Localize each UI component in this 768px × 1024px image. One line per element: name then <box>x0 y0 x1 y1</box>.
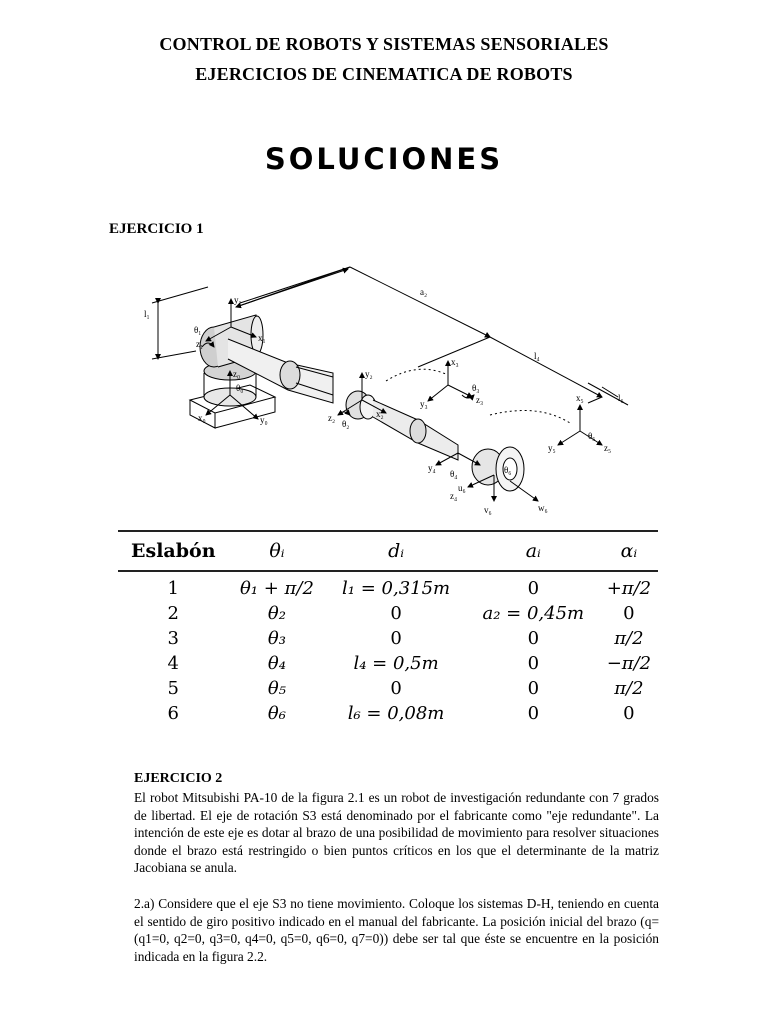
label-y5: y₅ <box>548 443 556 453</box>
table-row <box>118 651 658 676</box>
label-x3: x₃ <box>451 357 459 367</box>
cell-theta: θ₂ <box>267 603 286 624</box>
cell-alpha: +π/2 <box>606 578 652 599</box>
cell-link: 1 <box>167 578 179 599</box>
label-x5: x₅ <box>576 393 584 403</box>
cell-a: 0 <box>527 578 540 599</box>
header-d: dᵢ <box>325 531 466 571</box>
label-th5: θ₅ <box>588 431 596 441</box>
label-th3: θ₃ <box>472 383 480 393</box>
label-th2: θ₂ <box>342 419 350 429</box>
cell-link: 4 <box>167 653 179 674</box>
label-z5: z₅ <box>604 443 612 453</box>
label-y4: y₄ <box>428 463 436 473</box>
label-th4: θ₄ <box>450 469 458 479</box>
label-z4: z₄ <box>450 491 458 501</box>
exercise2-heading: EJERCICIO 2 <box>134 771 223 786</box>
cell-d: 0 <box>390 603 402 624</box>
label-th1: θ₁ <box>194 325 202 335</box>
label-x0: x₀ <box>198 413 206 423</box>
label-v6: v₆ <box>484 505 492 515</box>
cell-d: 0 <box>390 628 402 649</box>
table-row <box>118 701 658 726</box>
label-z3: z₃ <box>476 395 484 405</box>
cell-a: 0 <box>527 628 540 649</box>
label-z1: z₁ <box>196 339 204 349</box>
cell-d: l₁ = 0,315m <box>342 578 451 599</box>
cell-theta: θ₅ <box>267 678 286 699</box>
label-x1: x₁ <box>258 333 266 343</box>
table-row <box>118 626 658 651</box>
cell-d: l₄ = 0,5m <box>353 653 439 674</box>
label-y2: y₂ <box>365 369 373 379</box>
cell-theta: θ₃ <box>267 628 286 649</box>
cell-link: 6 <box>167 703 179 724</box>
cell-a: 0 <box>527 653 540 674</box>
header-a: aᵢ <box>467 531 600 571</box>
cell-a: 0 <box>527 678 540 699</box>
dh-parameters-table <box>118 530 658 726</box>
header-alpha: αᵢ <box>600 531 658 571</box>
label-a2: a₂ <box>420 287 428 297</box>
label-u6: u₆ <box>458 483 466 493</box>
robot-arm-diagram <box>118 255 638 525</box>
table-header-row <box>118 531 658 571</box>
label-y3: y₃ <box>420 399 428 409</box>
label-l4: l₄ <box>534 351 540 361</box>
exercise-set-title: EJERCICIOS DE CINEMATICA DE ROBOTS <box>195 64 573 84</box>
cell-link: 2 <box>167 603 179 624</box>
label-l6: l₆ <box>618 393 624 403</box>
table-row <box>118 571 658 601</box>
header-theta: θᵢ <box>229 531 326 571</box>
label-l1: l₁ <box>144 309 150 319</box>
table-row <box>118 676 658 701</box>
cell-link: 5 <box>167 678 179 699</box>
solutions-title: SOLUCIONES <box>264 142 504 176</box>
cell-alpha: π/2 <box>614 678 644 699</box>
cell-theta: θ₆ <box>267 703 286 724</box>
label-th6: θ₆ <box>504 465 512 475</box>
exercise2-paragraph-question-a: 2.a) Considere que el eje S3 no tiene movimiento. Coloque los sistemas D-H, teniendo en cuenta el sentido de giro positivo indicado en el manual del fabricante. La posición inicial del brazo (q=(q1=0, q2=0, q3=0, q4=0, q5=0, q6=0, q7=0)) debe ser tal que éste se encuentre en la posición indicada en la figura 2.2. <box>134 896 659 964</box>
label-z0: z₀ <box>233 369 241 379</box>
cell-theta: θ₁ + π/2 <box>239 578 314 599</box>
course-title: CONTROL DE ROBOTS Y SISTEMAS SENSORIALES <box>159 34 609 54</box>
header-link: Eslabón <box>118 531 229 571</box>
cell-a: 0 <box>527 703 540 724</box>
cell-alpha: π/2 <box>614 628 644 649</box>
exercise1-heading: EJERCICIO 1 <box>109 221 204 237</box>
label-y0: y₀ <box>260 415 268 425</box>
label-th0: θ₀ <box>236 383 244 393</box>
cell-a: a₂ = 0,45m <box>482 603 585 624</box>
cell-d: 0 <box>390 678 402 699</box>
cell-d: l₆ = 0,08m <box>347 703 445 724</box>
cell-theta: θ₄ <box>267 653 286 674</box>
cell-alpha: 0 <box>623 603 635 624</box>
exercise2-paragraph-intro: El robot Mitsubishi PA-10 de la figura 2.1 es un robot de investigación redundante con 7 grados de libertad. El eje de rotación S3 está denominado por el fabricante como "eje redundante". La intención de este eje es dotar al brazo de una posibilidad de movimiento para resolver situaciones donde el brazo está restringido o bien puntos críticos en los que el determinante de la matriz Jacobiana se anula. <box>134 790 659 875</box>
label-y1: y₁ <box>234 295 242 305</box>
label-z2: z₂ <box>328 413 336 423</box>
table-row <box>118 601 658 626</box>
label-x2: x₂ <box>376 409 384 419</box>
label-w6: w₆ <box>538 503 548 513</box>
cell-link: 3 <box>167 628 179 649</box>
cell-alpha: −π/2 <box>606 653 652 674</box>
cell-alpha: 0 <box>623 703 635 724</box>
